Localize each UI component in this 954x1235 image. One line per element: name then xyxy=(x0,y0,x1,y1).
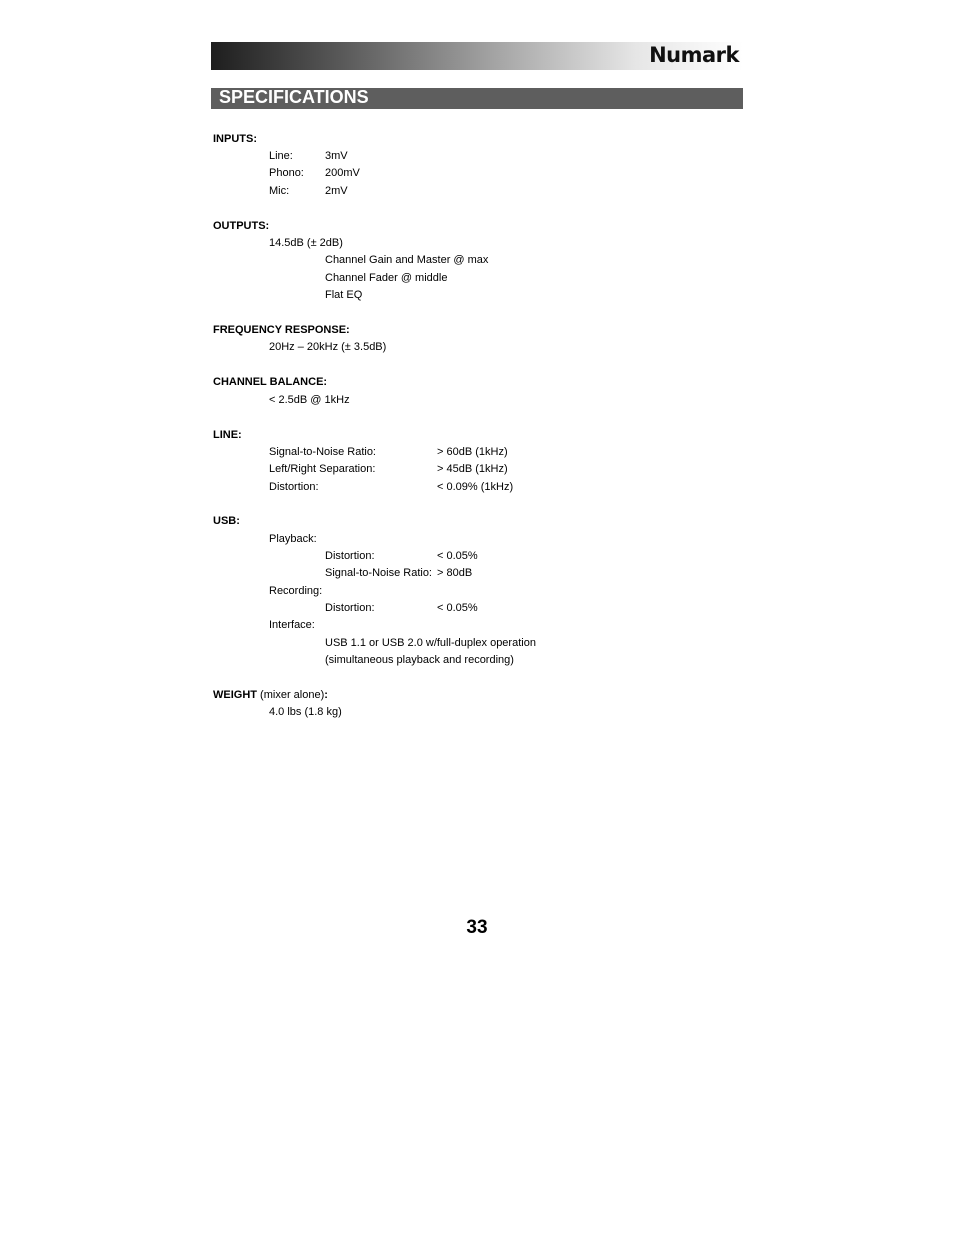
weight-value: 4.0 lbs (1.8 kg) xyxy=(269,706,342,718)
line-distortion-label: Distortion: xyxy=(269,481,319,493)
inputs-phono-label: Phono: xyxy=(269,167,304,179)
line-separation-value: > 45dB (1kHz) xyxy=(437,463,508,475)
usb-recording-distortion-value: < 0.05% xyxy=(437,602,478,614)
inputs-heading: INPUTS: xyxy=(213,133,257,145)
usb-recording-distortion-label: Distortion: xyxy=(325,602,375,614)
usb-heading: USB: xyxy=(213,515,240,527)
usb-interface-label: Interface: xyxy=(269,619,315,631)
inputs-phono-value: 200mV xyxy=(325,167,360,179)
section-title: SPECIFICATIONS xyxy=(219,87,369,107)
page-number: 33 xyxy=(466,917,488,938)
usb-playback-label: Playback: xyxy=(269,533,317,545)
usb-playback-snr-label: Signal-to-Noise Ratio: xyxy=(325,567,432,579)
usb-interface-line: USB 1.1 or USB 2.0 w/full-duplex operation xyxy=(325,637,536,649)
inputs-line-value: 3mV xyxy=(325,150,348,162)
usb-playback-distortion-label: Distortion: xyxy=(325,550,375,562)
header-banner xyxy=(211,42,743,70)
outputs-condition: Channel Fader @ middle xyxy=(325,272,448,284)
outputs-value: 14.5dB (± 2dB) xyxy=(269,237,343,249)
weight-heading: WEIGHT xyxy=(213,689,257,701)
outputs-condition: Flat EQ xyxy=(325,289,363,301)
weight-colon: : xyxy=(324,689,328,701)
channel-balance-value: < 2.5dB @ 1kHz xyxy=(269,394,350,406)
frequency-response-value: 20Hz – 20kHz (± 3.5dB) xyxy=(269,341,387,353)
line-snr-label: Signal-to-Noise Ratio: xyxy=(269,446,376,458)
inputs-line-label: Line: xyxy=(269,150,293,162)
frequency-response-heading: FREQUENCY RESPONSE: xyxy=(213,324,350,336)
line-heading: LINE: xyxy=(213,429,242,441)
numark-logo: Numark xyxy=(649,43,739,67)
outputs-heading: OUTPUTS: xyxy=(213,220,270,232)
channel-balance-heading: CHANNEL BALANCE: xyxy=(213,376,328,388)
usb-recording-label: Recording: xyxy=(269,585,323,597)
inputs-mic-label: Mic: xyxy=(269,185,290,197)
weight-heading-line xyxy=(213,689,328,702)
line-snr-value: > 60dB (1kHz) xyxy=(437,446,508,458)
line-distortion-value: < 0.09% (1kHz) xyxy=(437,481,514,493)
usb-playback-distortion-value: < 0.05% xyxy=(437,550,478,562)
line-separation-label: Left/Right Separation: xyxy=(269,463,376,475)
usb-interface-line: (simultaneous playback and recording) xyxy=(325,654,514,666)
weight-qualifier: (mixer alone) xyxy=(257,689,325,701)
outputs-condition: Channel Gain and Master @ max xyxy=(325,254,489,266)
usb-playback-snr-value: > 80dB xyxy=(437,567,473,579)
section-header xyxy=(211,88,743,109)
inputs-mic-value: 2mV xyxy=(325,185,348,197)
